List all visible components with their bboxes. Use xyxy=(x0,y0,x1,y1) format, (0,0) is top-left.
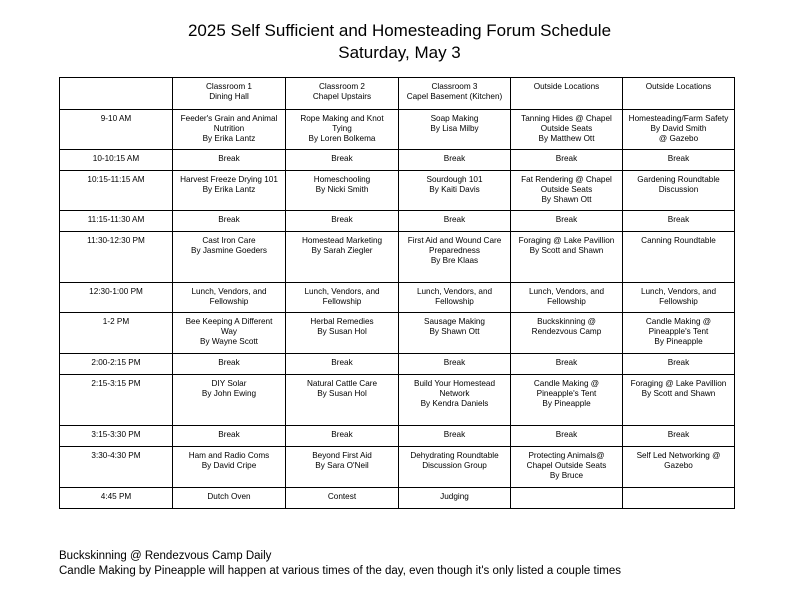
corner-cell xyxy=(60,78,173,110)
cell-line: Sourdough 101 xyxy=(426,175,483,184)
cell-line: Break xyxy=(667,430,690,439)
cell-line: Break xyxy=(331,358,353,367)
session-cell xyxy=(173,211,286,232)
cell-line: Fellowship xyxy=(322,297,362,306)
cell-line: Break xyxy=(218,430,240,439)
cell-line: By Loren Bolkema xyxy=(308,134,376,143)
cell-line: By Susan Hol xyxy=(317,327,367,336)
table-row xyxy=(60,426,735,447)
session-cell xyxy=(623,313,735,354)
cell-line: Pineapple's Tent xyxy=(648,327,709,336)
cell-line: Ham and Radio Coms xyxy=(188,451,270,460)
session-cell xyxy=(623,426,735,447)
session-cell xyxy=(173,232,286,283)
session-cell xyxy=(286,426,399,447)
cell-line: DIY Solar xyxy=(211,379,247,388)
session-cell xyxy=(623,447,735,488)
session-cell xyxy=(511,354,623,375)
cell-line: Lunch, Vendors, and xyxy=(640,287,717,296)
session-cell xyxy=(511,447,623,488)
session-cell xyxy=(511,211,623,232)
cell-line: Nutrition xyxy=(213,124,245,133)
cell-line: Break xyxy=(331,430,353,439)
session-cell xyxy=(173,283,286,313)
session-cell xyxy=(623,150,735,171)
session-cell xyxy=(173,110,286,150)
cell-line: By Nicki Smith xyxy=(315,185,369,194)
cell-line: By Scott and Shawn xyxy=(529,246,604,255)
cell-line: Candle Making @ xyxy=(533,379,600,388)
table-row xyxy=(60,150,735,171)
session-cell xyxy=(511,232,623,283)
session-cell xyxy=(286,232,399,283)
cell-line: Gazebo xyxy=(664,461,693,470)
cell-line: Network xyxy=(439,389,470,398)
table-row xyxy=(60,171,735,211)
cell-line: Sausage Making xyxy=(424,317,485,326)
session-cell xyxy=(286,447,399,488)
cell-line: Outside Seats xyxy=(540,124,593,133)
cell-line: By Susan Hol xyxy=(317,389,367,398)
page-title: 2025 Self Sufficient and Homesteading Forum Schedule xyxy=(187,21,612,40)
cell-line: Break xyxy=(555,358,578,367)
time-cell: 10-10:15 AM xyxy=(60,150,173,171)
note-line: Buckskinning @ Rendezvous Camp Daily xyxy=(59,550,272,562)
cell-line: Classroom 3 xyxy=(431,82,478,91)
cell-line: Bee Keeping A Different xyxy=(185,317,273,326)
column-header xyxy=(623,78,735,110)
session-cell xyxy=(173,354,286,375)
time-cell: 3:15-3:30 PM xyxy=(60,426,173,447)
cell-line: By David Cripe xyxy=(201,461,257,470)
session-cell xyxy=(511,110,623,150)
session-cell xyxy=(399,354,511,375)
cell-line: By Pineapple xyxy=(542,399,591,408)
session-cell xyxy=(623,375,735,426)
session-cell xyxy=(173,488,286,509)
cell-line: Break xyxy=(443,430,466,439)
session-cell xyxy=(623,232,735,283)
cell-line: Dehydrating Roundtable xyxy=(410,451,499,460)
time-cell: 12:30-1:00 PM xyxy=(60,283,173,313)
time-cell: 3:30-4:30 PM xyxy=(60,447,173,488)
cell-line: Gardening Roundtable xyxy=(637,175,720,184)
cell-line: @ Gazebo xyxy=(658,134,699,143)
cell-line: Fellowship xyxy=(435,297,474,306)
cell-line: Herbal Remedies xyxy=(310,317,374,326)
cell-line: Foraging @ Lake Pavillion xyxy=(630,379,727,388)
cell-line: Pineapple's Tent xyxy=(536,389,597,398)
cell-line: Self Led Networking @ xyxy=(636,451,721,460)
session-cell xyxy=(173,313,286,354)
cell-line: Homesteading/Farm Safety xyxy=(628,114,729,123)
cell-line: Chapel Upstairs xyxy=(312,92,372,101)
cell-line: Break xyxy=(555,215,578,224)
cell-line: By John Ewing xyxy=(201,389,257,398)
note-line: Candle Making by Pineapple will happen at various times of the day, even though it's only listed a couple times xyxy=(59,565,621,577)
session-cell xyxy=(511,375,623,426)
cell-line: Tanning Hides @ Chapel xyxy=(521,114,612,123)
cell-line: By Jasmine Goeders xyxy=(191,246,267,255)
cell-line: By Shawn Ott xyxy=(429,327,480,336)
cell-line: Lunch, Vendors, and xyxy=(416,287,493,296)
session-cell xyxy=(399,447,511,488)
column-header xyxy=(399,78,511,110)
session-cell xyxy=(286,354,399,375)
cell-line: By Bruce xyxy=(549,471,584,480)
cell-line: Break xyxy=(667,358,690,367)
cell-line: Rope Making and Knot xyxy=(300,114,384,123)
session-cell xyxy=(399,313,511,354)
cell-line: By Erika Lantz xyxy=(202,134,256,143)
session-cell xyxy=(286,171,399,211)
time-cell: 2:00-2:15 PM xyxy=(60,354,173,375)
cell-line: By Erika Lantz xyxy=(202,185,256,194)
cell-line: By Lisa Milby xyxy=(430,124,479,133)
schedule-table xyxy=(59,77,735,509)
table-row xyxy=(60,354,735,375)
session-cell xyxy=(399,375,511,426)
header-row xyxy=(60,78,735,110)
cell-line: Contest xyxy=(327,492,357,501)
cell-line: Homestead Marketing xyxy=(301,236,383,245)
table-row xyxy=(60,110,735,150)
cell-line: Break xyxy=(555,430,578,439)
time-cell: 2:15-3:15 PM xyxy=(60,375,173,426)
session-cell xyxy=(173,375,286,426)
cell-line: Fellowship xyxy=(547,297,586,306)
cell-line: Feeder's Grain and Animal xyxy=(180,114,278,123)
cell-line: Outside Seats xyxy=(540,185,593,194)
cell-line: Harvest Freeze Drying 101 xyxy=(180,175,278,184)
cell-line: By Scott and Shawn xyxy=(641,389,716,398)
cell-line: Chapel Outside Seats xyxy=(526,461,607,470)
cell-line: Break xyxy=(443,154,466,163)
cell-line: Break xyxy=(218,154,240,163)
session-cell xyxy=(399,488,511,509)
cell-line: Break xyxy=(218,358,240,367)
session-cell xyxy=(511,283,623,313)
cell-line: Homeschooling xyxy=(313,175,371,184)
cell-line: Fat Rendering @ Chapel xyxy=(521,175,612,184)
time-cell: 11:15-11:30 AM xyxy=(60,211,173,232)
column-header xyxy=(173,78,286,110)
session-cell xyxy=(623,283,735,313)
cell-line: Dutch Oven xyxy=(207,492,251,501)
cell-line: Cast Iron Care xyxy=(202,236,256,245)
table-row xyxy=(60,313,735,354)
time-cell: 11:30-12:30 PM xyxy=(60,232,173,283)
table-row xyxy=(60,283,735,313)
cell-line: Lunch, Vendors, and xyxy=(191,287,267,296)
cell-line: By Matthew Ott xyxy=(538,134,595,143)
session-cell xyxy=(511,313,623,354)
cell-line: Classroom 2 xyxy=(319,82,365,91)
column-header xyxy=(511,78,623,110)
session-cell xyxy=(286,283,399,313)
time-cell: 10:15-11:15 AM xyxy=(60,171,173,211)
session-cell xyxy=(286,150,399,171)
cell-line: Discussion Group xyxy=(422,461,487,470)
table-row xyxy=(60,447,735,488)
cell-line: Protecting Animals@ xyxy=(528,451,605,460)
cell-line: By Pineapple xyxy=(654,337,703,346)
cell-line: Break xyxy=(331,154,353,163)
cell-line: Break xyxy=(443,215,466,224)
cell-line: By David Smith xyxy=(650,124,707,133)
session-cell xyxy=(399,150,511,171)
cell-line: Judging xyxy=(440,492,469,501)
time-cell: 9-10 AM xyxy=(60,110,173,150)
time-cell: 4:45 PM xyxy=(60,488,173,509)
session-cell xyxy=(623,211,735,232)
session-cell xyxy=(399,211,511,232)
cell-line: Classroom 1 xyxy=(206,82,252,91)
cell-line: Candle Making @ xyxy=(645,317,712,326)
cell-line: Capel Basement (Kitchen) xyxy=(406,92,503,101)
session-cell xyxy=(511,171,623,211)
cell-line: Way xyxy=(220,327,238,336)
table-row xyxy=(60,232,735,283)
cell-line: By Sara O'Neil xyxy=(315,461,369,470)
session-cell xyxy=(399,283,511,313)
cell-line: Beyond First Aid xyxy=(312,451,372,460)
session-cell xyxy=(623,171,735,211)
column-header xyxy=(286,78,399,110)
session-cell xyxy=(623,354,735,375)
session-cell xyxy=(173,150,286,171)
session-cell xyxy=(511,150,623,171)
session-cell xyxy=(286,375,399,426)
cell-line: First Aid and Wound Care xyxy=(407,236,502,245)
cell-line: Break xyxy=(443,358,466,367)
footer-notes xyxy=(59,549,621,579)
cell-line: Foraging @ Lake Pavillion xyxy=(518,236,615,245)
table-row xyxy=(60,375,735,426)
cell-line: Canning Roundtable xyxy=(641,236,716,245)
cell-line: Break xyxy=(218,215,240,224)
session-cell xyxy=(173,426,286,447)
cell-line: By Bre Klaas xyxy=(430,256,479,265)
session-cell xyxy=(286,110,399,150)
cell-line: Outside Locations xyxy=(533,82,600,91)
cell-line: By Wayne Scott xyxy=(200,337,258,346)
cell-line: Lunch, Vendors, and xyxy=(304,287,380,296)
time-cell: 1-2 PM xyxy=(60,313,173,354)
cell-line: Build Your Homestead xyxy=(413,379,496,388)
session-cell xyxy=(623,488,735,509)
session-cell xyxy=(399,232,511,283)
cell-line: Rendezvous Camp xyxy=(531,327,602,336)
cell-line: Break xyxy=(555,154,578,163)
cell-line: Tying xyxy=(332,124,352,133)
cell-line: By Kaiti Davis xyxy=(429,185,480,194)
cell-line: Natural Cattle Care xyxy=(306,379,378,388)
session-cell xyxy=(173,447,286,488)
cell-line: Break xyxy=(667,154,690,163)
table-row xyxy=(60,211,735,232)
session-cell xyxy=(511,426,623,447)
table-row xyxy=(60,488,735,509)
cell-line: Fellowship xyxy=(209,297,249,306)
session-cell xyxy=(286,488,399,509)
cell-line: Lunch, Vendors, and xyxy=(528,287,605,296)
session-cell xyxy=(399,110,511,150)
cell-line: Break xyxy=(667,215,690,224)
cell-line: Fellowship xyxy=(659,297,698,306)
session-cell xyxy=(173,171,286,211)
cell-line: Outside Locations xyxy=(645,82,712,91)
cell-line: Break xyxy=(331,215,353,224)
session-cell xyxy=(623,110,735,150)
cell-line: Dining Hall xyxy=(209,92,249,101)
cell-line: Soap Making xyxy=(430,114,479,123)
page-subtitle: Saturday, May 3 xyxy=(338,43,461,62)
session-cell xyxy=(286,211,399,232)
cell-line: Buckskinning @ xyxy=(537,317,596,326)
cell-line: By Shawn Ott xyxy=(541,195,592,204)
cell-line: Preparedness xyxy=(429,246,480,255)
session-cell xyxy=(399,171,511,211)
session-cell xyxy=(286,313,399,354)
cell-line: By Kendra Daniels xyxy=(420,399,489,408)
session-cell xyxy=(511,488,623,509)
cell-line: By Sarah Ziegler xyxy=(311,246,373,255)
session-cell xyxy=(399,426,511,447)
cell-line: Discussion xyxy=(658,185,699,194)
